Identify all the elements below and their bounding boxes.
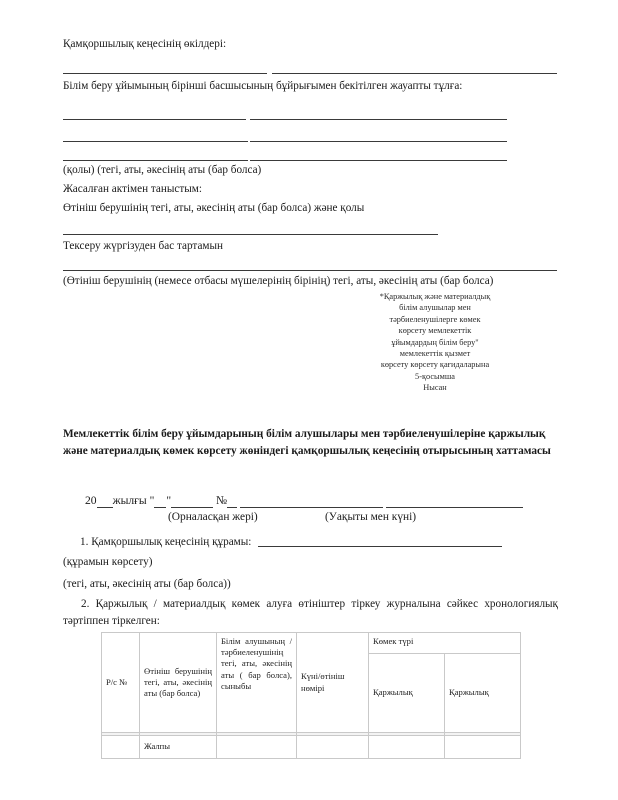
act-acknowledgement-label: Жасалған актімен таныстым: xyxy=(63,183,202,195)
table-cell-total-date[interactable] xyxy=(297,736,369,759)
table-header-cell-financial-2: Қаржылық xyxy=(445,654,521,733)
table-cell-total-financial-2[interactable] xyxy=(445,736,521,759)
representatives-label: Қамқоршылық кеңесінің өкілдері: xyxy=(63,38,227,50)
item-1-rule xyxy=(258,546,502,547)
table-cell-total-label: Жалпы xyxy=(140,736,217,759)
place-caption: (Орналасқан жері) xyxy=(168,511,258,523)
table-row-header-top xyxy=(102,633,521,654)
signature-caption: (қолы) (тегі, аты, әкесінің аты (бар болса) xyxy=(63,164,262,176)
table-header-cell-financial-1: Қаржылық xyxy=(369,654,445,733)
table-row xyxy=(102,736,521,759)
applicant-name-label: Өтініш берушінің тегі, аты, әкесінің аты (бар болса) және қолы xyxy=(63,202,365,214)
page-title: Мемлекеттік білім беру ұйымдарының білім алушылары мен тәрбиеленушілеріне қаржылық және материалдық көмек көрсету жөніндегі қамқоршылық кеңесінің отырысының хаттамасы xyxy=(63,428,551,457)
signature-rule-1b xyxy=(272,73,557,74)
signature-rule-2b xyxy=(250,119,507,120)
annex-note-line-2: білім алушылар мен xyxy=(399,303,471,313)
dateline-quote-open: " xyxy=(149,494,155,507)
dateline-number-blank[interactable] xyxy=(227,495,237,508)
annex-note-line-5: ұйымдардың білім беру" xyxy=(391,337,479,347)
responsible-person-label: Білім беру ұйымының бірінші басшысының бұйрығымен бекітілген жауапты тұлға: xyxy=(63,80,463,92)
annex-note-line-3: тәрбиеленушілерге көмек xyxy=(389,314,481,324)
annex-note-line-8: 5-қосымша xyxy=(415,371,455,381)
table-header-cell-student: Білім алушының / тәрбиеленушінің тегі, аты, әкесінің аты ( бар болса), сыныбы xyxy=(217,633,297,733)
annex-note-line-1: *Қаржылық және материалдық xyxy=(379,292,491,301)
item-2-label: 2. Қаржылық / материалдық көмек алуға өтініштер тіркеу журналына сәйкес хронологиялық тәртіппен тіркелген: xyxy=(63,598,558,627)
refusal-label: Тексеру жүргізуден бас тартамын xyxy=(63,240,223,252)
table-cell-total-student[interactable] xyxy=(217,736,297,759)
dateline-year-prefix: 20 xyxy=(85,494,97,507)
table-header-cell-date-number: Күні/өтініш нөмірі xyxy=(297,633,369,733)
dateline-time-blank[interactable] xyxy=(386,495,523,508)
signature-rule-2a xyxy=(63,119,246,120)
item-1-note-1: (құрамын көрсету) xyxy=(63,556,153,568)
dateline-number-sign: № xyxy=(216,494,228,507)
signature-rule-3a xyxy=(63,141,248,142)
annex-note xyxy=(300,291,570,394)
table-header-cell-applicant: Өтініш берушінің тегі, аты, әкесінің аты (бар болса) xyxy=(140,633,217,733)
dateline-place-blank[interactable] xyxy=(240,495,383,508)
dateline-day-blank[interactable] xyxy=(154,495,166,508)
table-header-cell-aid-type: Көмек түрі xyxy=(369,633,521,654)
signature-rule-1a xyxy=(63,73,267,74)
annex-note-line-7: көрсету көрсету қағидаларына xyxy=(380,360,490,370)
dateline-year-word: жылғы xyxy=(112,494,147,507)
time-date-caption: (Уақыты мен күні) xyxy=(325,511,417,523)
dateline-month-blank[interactable] xyxy=(171,495,213,508)
annex-note-line-6: мемлекеттік қызмет xyxy=(399,349,471,359)
dateline-year-blank[interactable] xyxy=(97,495,113,508)
table-cell-total-financial-1[interactable] xyxy=(369,736,445,759)
table-header-cell-index: Р/с № xyxy=(102,633,140,733)
refusal-signature-rule xyxy=(63,270,557,271)
table-cell-total-index[interactable] xyxy=(102,736,140,759)
item-1-label: 1. Қамқоршылық кеңесінің құрамы: xyxy=(80,536,252,548)
dateline xyxy=(85,494,523,508)
dateline-quote-close: " xyxy=(166,494,172,507)
refusal-caption: (Өтініш берушінің (немесе отбасы мүшелерінің бірінің) тегі, аты, әкесінің аты (бар болса) xyxy=(63,275,494,287)
item-1-note-2: (тегі, аты, әкесінің аты (бар болса)) xyxy=(63,578,231,590)
signature-rule-3b xyxy=(250,141,507,142)
applications-table xyxy=(101,632,521,759)
annex-note-line-9: Нысан xyxy=(423,383,447,393)
signature-rule-4a xyxy=(63,160,248,161)
annex-note-line-4: көрсету мемлекеттік xyxy=(398,326,472,336)
applicant-signature-rule xyxy=(63,234,438,235)
signature-rule-4b xyxy=(250,160,507,161)
